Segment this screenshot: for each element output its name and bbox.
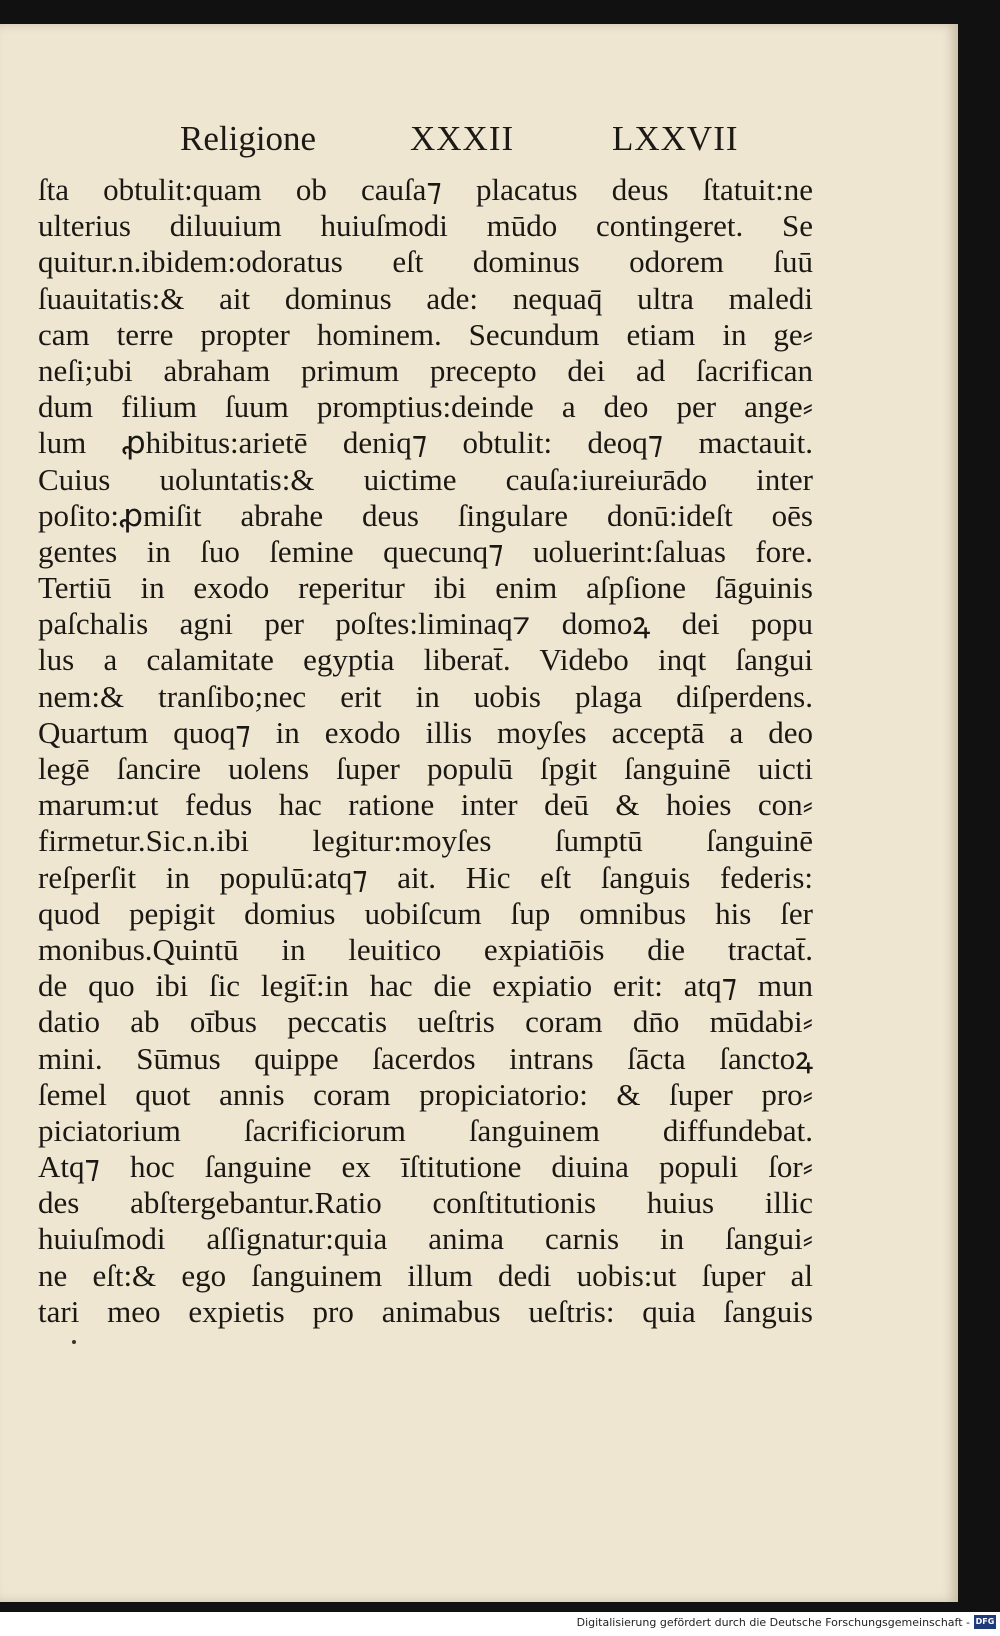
text-line: firmetur.Sic.n.ibi legitur:moyſes ſumptū ſanguinē <box>38 823 813 859</box>
text-line: ulterius diluuium huiuſmodi mūdo contingeret. Se <box>38 208 813 244</box>
text-line: marum:ut fedus hac ratione inter deū & hoies con⸗ <box>38 787 813 823</box>
folio-number: LXXVII <box>612 119 739 158</box>
text-line: ſemel quot annis coram propiciatorio: & ſuper pro⸗ <box>38 1076 813 1112</box>
text-line: ſta obtulit:quam ob cauſa⁊ placatus deus ſtatuit:ne <box>38 172 813 207</box>
text-line: monibus.Quintū in leuitico expiatiōis die tractat̄. <box>38 931 813 967</box>
text-line: dum filium ſuum promptius:deinde a deo per ange⸗ <box>38 389 813 425</box>
text-line: lum ꝓhibitus:arietē deniq⁊ obtulit: deoq⁊ mactauit. <box>38 425 813 461</box>
text-line: mini. Sūmus quippe ſacerdos intrans ſācta ſanctoꝝ <box>38 1040 813 1076</box>
text-line: quitur.n.ibidem:odoratus eſt dominus odorem ſuū <box>38 244 813 280</box>
text-line: poſito:ꝓmiſit abrahe deus ſingulare donū:ideſt oēs <box>38 497 813 533</box>
ink-speck <box>72 1340 76 1344</box>
running-head <box>180 119 800 171</box>
text-line: cam terre propter hominem. Secundum etiam in ge⸗ <box>38 316 813 352</box>
book-page <box>0 24 958 1602</box>
text-line: ſuauitatis:& ait dominus ade: nequaq̄ ultra maledi <box>38 280 813 316</box>
text-line: Atq⁊ hoc ſanguine ex īſtitutione diuina populi ſor⸗ <box>38 1149 813 1185</box>
dfg-logo: DFG <box>974 1615 996 1629</box>
text-line: quod pepigit domius uobiſcum ſup omnibus his ſer <box>38 895 813 931</box>
text-line: Quartum quoq⁊ in exodo illis moyſes acceptā a deo <box>38 714 813 750</box>
text-line: des abſtergebantur.Ratio conſtitutionis huius illic <box>38 1185 813 1221</box>
text-line: gentes in ſuo ſemine quecunq⁊ uoluerint:ſaluas fore. <box>38 533 813 569</box>
text-line: datio ab oībus peccatis ueſtris coram dn̄o mūdabi⸗ <box>38 1004 813 1040</box>
text-line: tari meo expietis pro animabus ueſtris: quia ſanguis <box>38 1293 813 1329</box>
chapter-number: XXXII <box>410 119 515 158</box>
running-head-word: Religione <box>180 119 317 158</box>
text-line: neſi;ubi abraham primum precepto dei ad ſacrifican <box>38 352 813 388</box>
text-line: ne eſt:& ego ſanguinem illum dedi uobis:ut ſuper al <box>38 1257 813 1293</box>
footer-bar <box>0 1612 1000 1636</box>
text-line: nem:& tranſibo;nec erit in uobis plaga diſperdens. <box>38 678 813 714</box>
text-line: de quo ibi ſic legit̄:in hac die expiatio erit: atq⁊ mun <box>38 968 813 1004</box>
text-line: Tertiū in exodo reperitur ibi enim aſpſione ſāguinis <box>38 570 813 606</box>
body-text <box>38 172 813 1330</box>
text-line: reſperſit in populū:atq⁊ ait. Hic eſt ſanguis federis: <box>38 859 813 895</box>
text-line: piciatorium ſacrificiorum ſanguinem diffundebat. <box>38 1112 813 1148</box>
text-line: Cuius uoluntatis:& uictime cauſa:iureiurādo inter <box>38 461 813 497</box>
text-line: lus a calamitate egyptia liberat̄. Videbo inqt ſangui <box>38 642 813 678</box>
text-line: huiuſmodi aſſignatur:quia anima carnis in ſangui⸗ <box>38 1221 813 1257</box>
text-line: legē ſancire uolens ſuper populū ſpgit ſanguinē uicti <box>38 751 813 786</box>
funding-credit: Digitalisierung gefördert durch die Deutsche Forschungsgemeinschaft - <box>576 1616 970 1629</box>
text-line: paſchalis agni per poſtes:liminaq⁊ domoꝝ dei popu <box>38 606 813 642</box>
